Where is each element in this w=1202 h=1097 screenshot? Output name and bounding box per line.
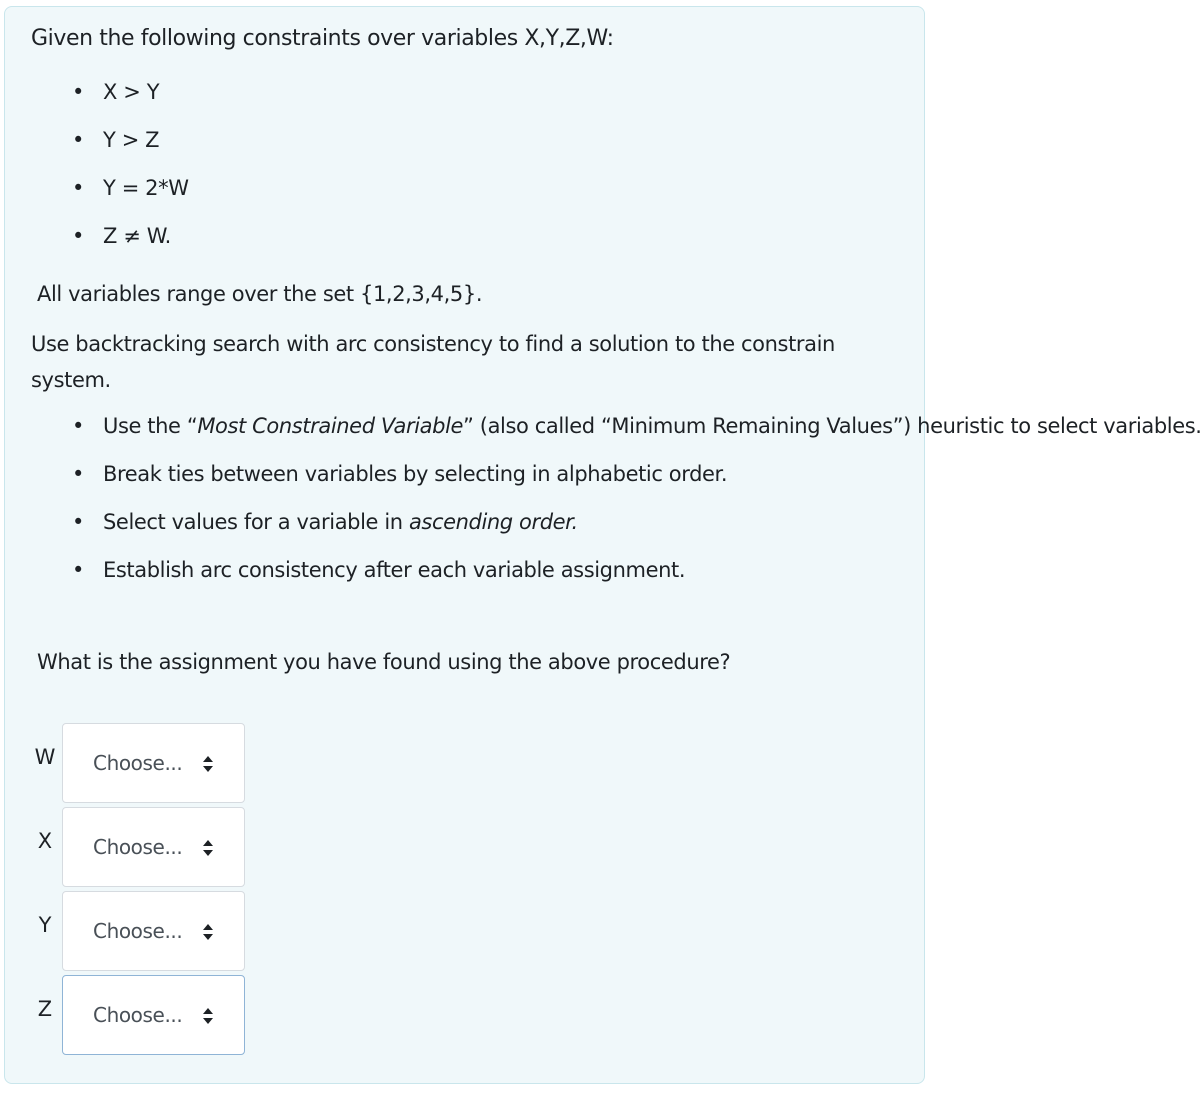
- bullet-icon: •: [72, 80, 84, 104]
- bullet-icon: •: [72, 128, 84, 152]
- list-item: [72, 504, 872, 540]
- rule-text: Establish arc consistency after each variable assignment.: [103, 558, 686, 582]
- answer-row-x: [0, 807, 300, 887]
- list-item: [72, 78, 189, 126]
- question-intro: Given the following constraints over variables X,Y,Z,W:: [31, 26, 614, 51]
- bullet-icon: •: [72, 462, 84, 486]
- list-item: [72, 126, 189, 174]
- select-value: Choose...: [93, 919, 183, 943]
- list-item: [72, 408, 1202, 444]
- answer-label: Y: [38, 913, 52, 937]
- sort-arrows-icon: [202, 1007, 214, 1025]
- rules-list: [72, 408, 1202, 588]
- list-item: [72, 222, 189, 270]
- bullet-icon: •: [72, 176, 84, 200]
- select-value: Choose...: [93, 835, 183, 859]
- list-item: [72, 456, 872, 492]
- sort-arrows-icon: [202, 755, 214, 773]
- bullet-icon: •: [72, 558, 84, 582]
- answer-row-z: [0, 975, 300, 1055]
- answer-label: W: [34, 745, 56, 769]
- select-x[interactable]: [62, 807, 245, 887]
- constraint-text: Z ≠ W.: [103, 224, 171, 248]
- list-item: [72, 552, 872, 588]
- answer-label: X: [37, 829, 53, 853]
- select-w[interactable]: [62, 723, 245, 803]
- answer-row-w: [0, 723, 300, 803]
- rule-text-end: ” (also called “Minimum Remaining Values”) heuristic to select variables.: [463, 414, 1202, 438]
- sort-arrows-icon: [202, 923, 214, 941]
- answer-label: Z: [37, 997, 53, 1021]
- constraint-text: X > Y: [103, 80, 160, 104]
- select-value: Choose...: [93, 1003, 183, 1027]
- constraint-text: Y = 2*W: [103, 176, 189, 200]
- rule-text-start: Use the “: [103, 414, 198, 438]
- select-value: Choose...: [93, 751, 183, 775]
- rule-emphasis: ascending order.: [408, 510, 578, 534]
- list-item: [72, 174, 189, 222]
- task-description: Use backtracking search with arc consistency to find a solution to the constrain system.: [31, 332, 835, 392]
- answer-row-y: [0, 891, 300, 971]
- select-z[interactable]: [62, 975, 245, 1055]
- rule-text: Break ties between variables by selecting in alphabetic order.: [103, 462, 728, 486]
- bullet-icon: •: [72, 414, 84, 438]
- constraint-list: [72, 78, 189, 270]
- sort-arrows-icon: [202, 839, 214, 857]
- question-prompt: What is the assignment you have found using the above procedure?: [37, 650, 731, 674]
- constraint-text: Y > Z: [103, 128, 160, 152]
- select-y[interactable]: [62, 891, 245, 971]
- bullet-icon: •: [72, 224, 84, 248]
- bullet-icon: •: [72, 510, 84, 534]
- domain-range-text: All variables range over the set {1,2,3,4,5}.: [37, 282, 483, 306]
- rule-text-start: Select values for a variable in: [103, 510, 409, 534]
- rule-emphasis: Most Constrained Variable: [197, 414, 464, 438]
